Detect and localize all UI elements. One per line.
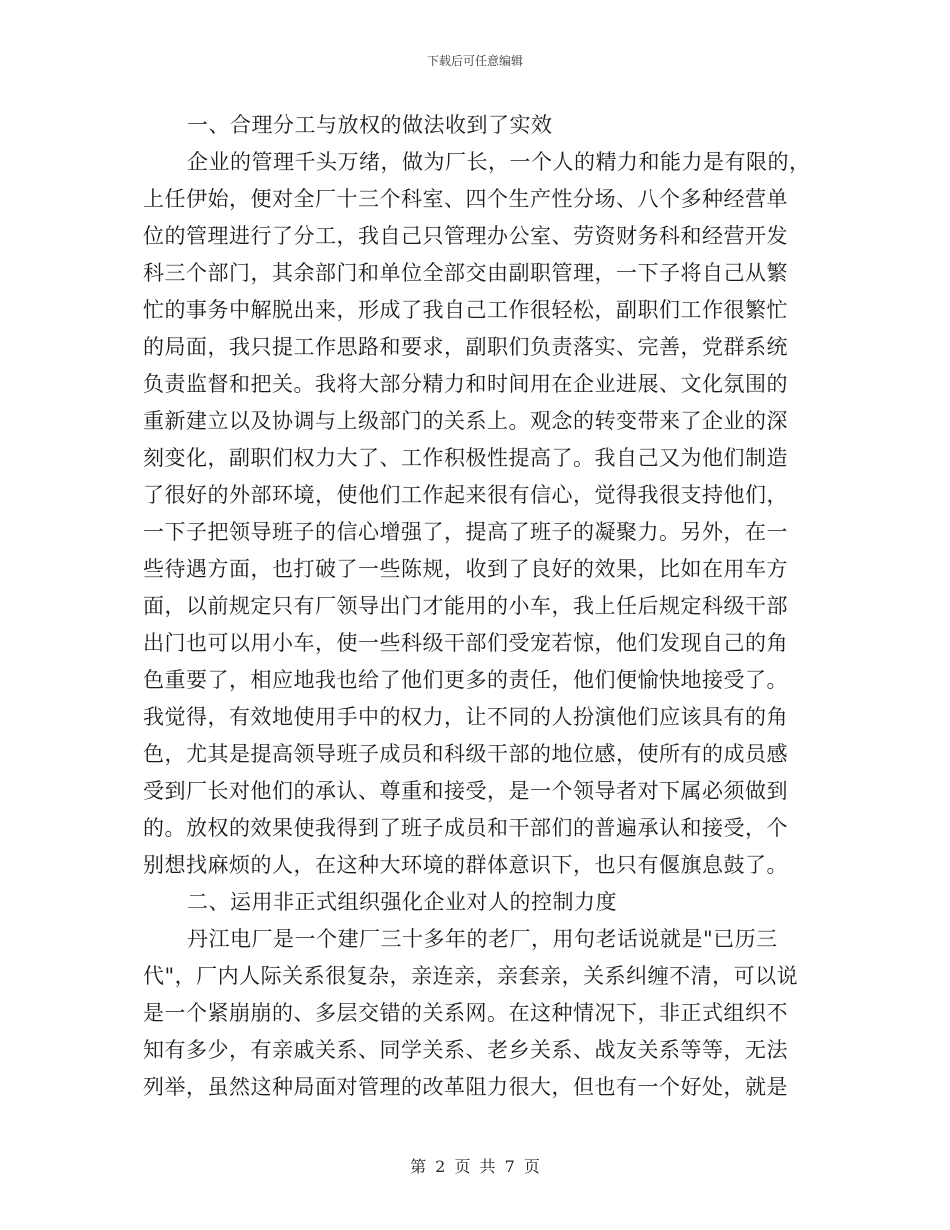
paragraph-line: 色重要了，相应地我也给了他们更多的责任，他们便愉快地接受了。	[143, 668, 788, 692]
paragraph-line: 受到厂长对他们的承认、尊重和接受，是一个领导者对下属必须做到	[143, 779, 788, 803]
paragraph-line: 的局面，我只提工作思路和要求，副职们负责落实、完善，党群系统	[143, 335, 788, 359]
paragraph-line: 重新建立以及协调与上级部门的关系上。观念的转变带来了企业的深	[143, 409, 788, 433]
paragraph-line: 是一个紧崩崩的、多层交错的关系网。在这种情况下，非正式组织不	[143, 1001, 788, 1025]
paragraph-line: 了很好的外部环境，使他们工作起来很有信心，觉得我很支持他们，	[143, 483, 788, 507]
paragraph-line: 丹江电厂是一个建厂三十多年的老厂，用句老话说就是"已历三	[187, 927, 778, 951]
paragraph-line: 科三个部门，其余部门和单位全部交由副职管理，一下子将自己从繁	[143, 261, 788, 285]
page-header-note: 下载后可任意编辑	[426, 54, 523, 68]
paragraph-line: 我觉得，有效地使用手中的权力，让不同的人扮演他们应该具有的角	[143, 705, 788, 729]
paragraph-line: 一下子把领导班子的信心增强了，提高了班子的凝聚力。另外，在一	[143, 520, 788, 544]
section-heading-1: 一、合理分工与放权的做法收到了实效	[187, 113, 553, 137]
paragraph-line: 位的管理进行了分工，我自己只管理办公室、劳资财务科和经营开发	[143, 224, 788, 248]
paragraph-line: 列举，虽然这种局面对管理的改革阻力很大，但也有一个好处，就是	[143, 1075, 788, 1099]
paragraph-line: 忙的事务中解脱出来，形成了我自己工作很轻松，副职们工作很繁忙	[143, 298, 788, 322]
paragraph-line: 别想找麻烦的人，在这种大环境的群体意识下，也只有偃旗息鼓了。	[143, 853, 788, 877]
paragraph-line: 知有多少，有亲戚关系、同学关系、老乡关系、战友关系等等，无法	[143, 1038, 788, 1062]
paragraph-line: 面，以前规定只有厂领导出门才能用的小车，我上任后规定科级干部	[143, 594, 788, 618]
paragraph-line: 刻变化，副职们权力大了、工作积极性提高了。我自己又为他们制造	[143, 446, 788, 470]
paragraph-line: 代"，厂内人际关系很复杂，亲连亲，亲套亲，关系纠缠不清，可以说	[143, 964, 799, 988]
section-heading-2: 二、运用非正式组织强化企业对人的控制力度	[187, 890, 617, 914]
paragraph-line: 出门也可以用小车，使一些科级干部们受宠若惊，他们发现自己的角	[143, 631, 788, 655]
document-body	[143, 107, 811, 1106]
paragraph-line: 上任伊始，便对全厂十三个科室、四个生产性分场、八个多种经营单	[143, 187, 788, 211]
paragraph-line: 负责监督和把关。我将大部分精力和时间用在企业进展、文化氛围的	[143, 372, 788, 396]
paragraph-line: 的。放权的效果使我得到了班子成员和干部们的普遍承认和接受，个	[143, 816, 788, 840]
paragraph-line: 些待遇方面，也打破了一些陈规，收到了良好的效果，比如在用车方	[143, 557, 788, 581]
paragraph-line: 色，尤其是提高领导班子成员和科级干部的地位感，使所有的成员感	[143, 742, 788, 766]
page-number-footer: 第 2 页 共 7 页	[410, 1157, 540, 1176]
paragraph-line: 企业的管理千头万绪，做为厂长，一个人的精力和能力是有限的，	[187, 150, 811, 174]
